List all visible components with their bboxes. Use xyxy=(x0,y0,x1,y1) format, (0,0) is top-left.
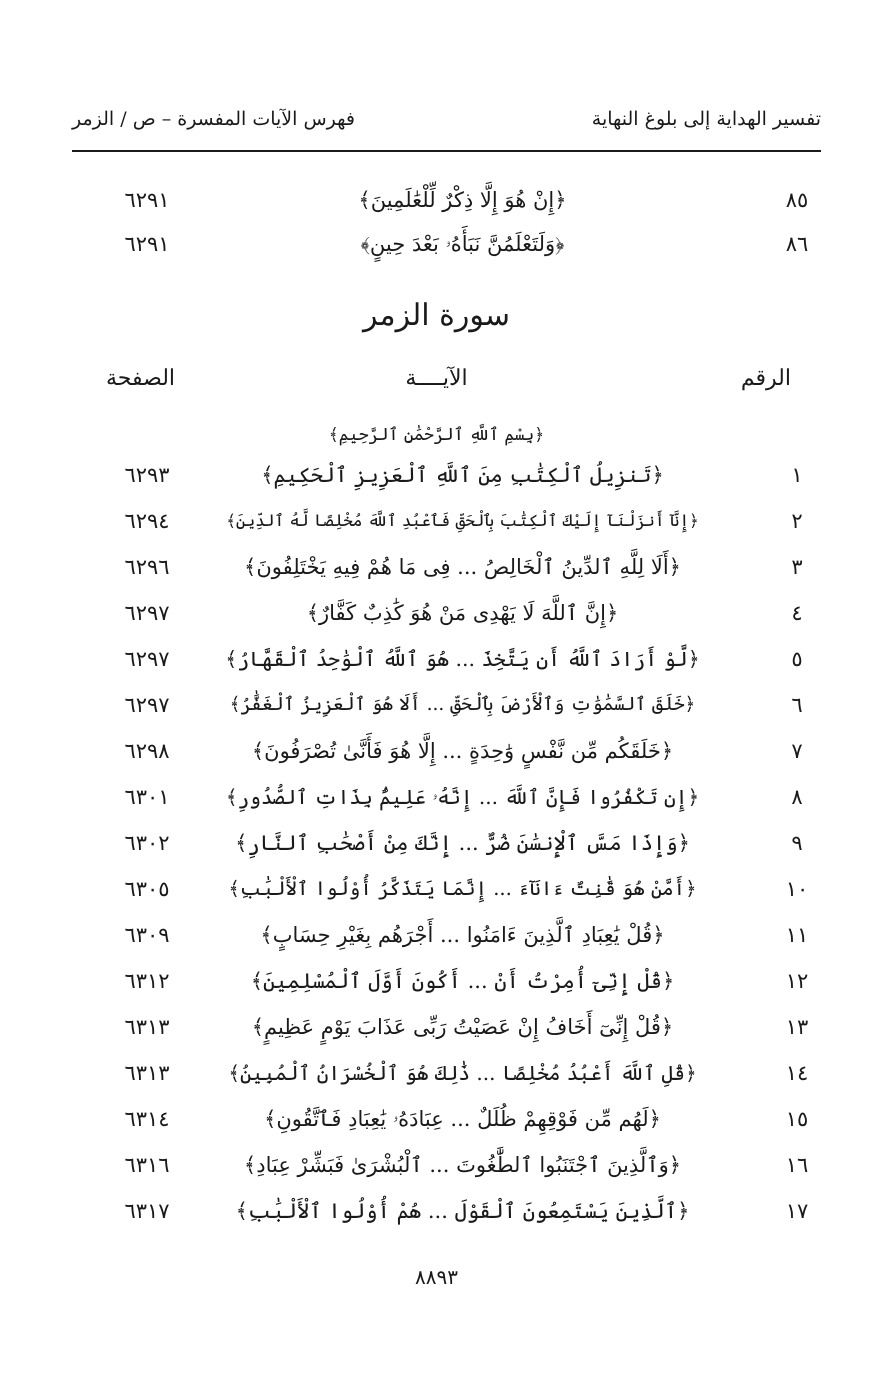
table-row xyxy=(0,455,873,495)
verse-text: ﴿إِنَّ ٱللَّهَ لَا يَهْدِى مَنْ هُوَ كَٰذِبٌ كَفَّارٌ﴾ xyxy=(306,601,619,625)
verse-number: ٧ xyxy=(791,739,803,763)
table-row xyxy=(0,180,873,220)
table-row xyxy=(0,1099,873,1139)
verse-number: ١٠ xyxy=(785,877,809,901)
verse-number: ٦ xyxy=(791,693,803,717)
verse-text: ﴿وَلَتَعْلَمُنَّ نَبَأَهُۥ بَعْدَ حِينٍ﴾ xyxy=(360,232,565,256)
verse-text: ﴿ٱلَّذِينَ يَسْتَمِعُونَ ٱلْقَوْلَ ... هُمْ أُوْلُوا ٱلْأَلْبَٰبِ﴾ xyxy=(235,1199,690,1223)
verse-number: ٩ xyxy=(791,831,803,855)
verse-text: ﴿قُلْ إِنِّىٓ أَخَافُ إِنْ عَصَيْتُ رَبِّى عَذَابَ يَوْمٍ عَظِيمٍ﴾ xyxy=(251,1015,674,1039)
verse-text: ﴿تَنزِيلُ ٱلْكِتَٰبِ مِنَ ٱللَّهِ ٱلْعَزِيزِ ٱلْحَكِيمِ﴾ xyxy=(261,463,664,487)
verse-text: ﴿إِنَّآ أَنزَلْنَآ إِلَيْكَ ٱلْكِتَٰبَ بِٱلْحَقِّ فَٱعْبُدِ ٱللَّهَ مُخْلِصًا لَّهُ ٱلدِّينَ﴾ xyxy=(226,511,699,530)
page-reference: ٦٢٩٣ xyxy=(124,463,170,487)
verse-number: ٨٦ xyxy=(785,232,809,256)
page-reference: ٦٢٩١ xyxy=(124,232,170,256)
table-row xyxy=(0,639,873,679)
column-header-verse: الآيــــة xyxy=(405,366,468,391)
verse-text: ﴿خَلَقَكُم مِّن نَّفْسٍ وَٰحِدَةٍ ... إِلَّا هُوَ فَأَنَّىٰ تُصْرَفُونَ﴾ xyxy=(251,739,674,763)
page-reference: ٦٣١٣ xyxy=(124,1015,170,1039)
page-reference: ٦٢٩٧ xyxy=(124,693,170,717)
verse-text: ﴿لَهُم مِّن فَوْقِهِمْ ظُلَلٌ ... عِبَادَهُۥ يَٰعِبَادِ فَٱتَّقُونِ﴾ xyxy=(264,1107,661,1131)
page-reference: ٦٢٩٧ xyxy=(124,647,170,671)
table-row xyxy=(0,1191,873,1231)
verse-text: ﴿إِن تَكْفُرُوا فَإِنَّ ٱللَّهَ ... إِنَّهُۥ عَلِيمٌۢ بِذَاتِ ٱلصُّدُورِ﴾ xyxy=(225,785,700,809)
verse-text: ﴿إِنْ هُوَ إِلَّا ذِكْرٌ لِّلْعَٰلَمِينَ﴾ xyxy=(358,188,567,212)
table-row xyxy=(0,685,873,725)
verse-number: ١٤ xyxy=(785,1061,809,1085)
table-row xyxy=(0,1145,873,1185)
table-row xyxy=(0,1053,873,1093)
table-row xyxy=(0,961,873,1001)
verse-number: ١٣ xyxy=(785,1015,809,1039)
page-reference: ٦٣٠٥ xyxy=(124,877,170,901)
column-header-page: الصفحة xyxy=(106,366,176,391)
table-row xyxy=(0,915,873,955)
surah-title: سورة الزمر xyxy=(362,298,511,333)
page-reference: ٦٢٩١ xyxy=(124,188,170,212)
verse-text: ﴿لَّوْ أَرَادَ ٱللَّهُ أَن يَتَّخِذَ ... هُوَ ٱللَّهُ ٱلْوَٰحِدُ ٱلْقَهَّارُ﴾ xyxy=(225,647,700,671)
verse-number: ٥ xyxy=(791,647,803,671)
running-header-section-title: فهرس الآيات المفسرة – ص / الزمر xyxy=(72,108,355,130)
page-reference: ٦٣١٣ xyxy=(124,1061,170,1085)
verse-number: ١٦ xyxy=(785,1153,809,1177)
page-reference: ٦٣١٦ xyxy=(124,1153,170,1177)
verse-text: ﴿أَمَّنْ هُوَ قَٰنِتٌ ءَانَآءَ ... إِنَّمَا يَتَذَكَّرُ أُوْلُوا ٱلْأَلْبَٰبِ﴾ xyxy=(228,877,697,900)
basmala: ﴿بِسْمِ ٱللَّهِ ٱلرَّحْمَٰنِ ٱلرَّحِيمِ﴾ xyxy=(328,425,545,445)
verse-number: ٣ xyxy=(791,555,803,579)
footer-page-number: ٨٨٩٣ xyxy=(415,1265,458,1289)
page-reference: ٦٣١٤ xyxy=(124,1107,170,1131)
page-reference: ٦٣١٢ xyxy=(124,969,170,993)
page-reference: ٦٣٠٩ xyxy=(124,923,170,947)
page-reference: ٦٣٠٢ xyxy=(124,831,170,855)
header-rule xyxy=(72,150,821,152)
table-row xyxy=(0,501,873,541)
verse-number: ٢ xyxy=(791,509,803,533)
page-reference: ٦٣١٧ xyxy=(124,1199,170,1223)
table-row xyxy=(0,547,873,587)
table-row xyxy=(0,823,873,863)
verse-text: ﴿قُلْ يَٰعِبَادِ ٱلَّذِينَ ءَامَنُوا ... أَجْرَهُم بِغَيْرِ حِسَابٍ﴾ xyxy=(260,923,665,947)
verse-text: ﴿قُلْ إِنِّىٓ أُمِرْتُ أَنْ ... أَكُونَ أَوَّلَ ٱلْمُسْلِمِينَ﴾ xyxy=(250,969,675,993)
verse-text: ﴿خَلَقَ ٱلسَّمَٰوَٰتِ وَٱلْأَرْضَ بِٱلْحَقِّ ... أَلَا هُوَ ٱلْعَزِيزُ ٱلْغَفَّٰرُ﴾ xyxy=(229,694,696,715)
running-header-book-title: تفسير الهداية إلى بلوغ النهاية xyxy=(591,108,821,130)
table-row xyxy=(0,869,873,909)
verse-number: ١ xyxy=(791,463,803,487)
verse-text: ﴿قُلِ ٱللَّهَ أَعْبُدُ مُخْلِصًا ... ذَٰلِكَ هُوَ ٱلْخُسْرَانُ ٱلْمُبِينُ﴾ xyxy=(228,1061,697,1085)
page-reference: ٦٢٩٨ xyxy=(124,739,170,763)
verse-number: ٨ xyxy=(791,785,803,809)
verse-number: ٤ xyxy=(791,601,803,625)
verse-number: ١١ xyxy=(785,923,809,947)
column-header-number: الرقم xyxy=(740,366,791,391)
table-row xyxy=(0,777,873,817)
verse-text: ﴿وَٱلَّذِينَ ٱجْتَنَبُوا ٱلطَّٰغُوتَ ... ٱلْبُشْرَىٰ فَبَشِّرْ عِبَادِ﴾ xyxy=(243,1153,682,1177)
table-row xyxy=(0,593,873,633)
verse-number: ١٥ xyxy=(785,1107,809,1131)
verse-number: ٨٥ xyxy=(785,188,809,212)
page-reference: ٦٢٩٦ xyxy=(124,555,170,579)
page-reference: ٦٢٩٤ xyxy=(124,509,170,533)
verse-text: ﴿وَإِذَا مَسَّ ٱلْإِنسَٰنَ ضُرٌّ ... إِنَّكَ مِنْ أَصْحَٰبِ ٱلنَّارِ﴾ xyxy=(235,831,690,855)
verse-number: ١٢ xyxy=(785,969,809,993)
page-reference: ٦٢٩٧ xyxy=(124,601,170,625)
table-row xyxy=(0,224,873,264)
verse-number: ١٧ xyxy=(785,1199,809,1223)
page-reference: ٦٣٠١ xyxy=(124,785,170,809)
table-row xyxy=(0,731,873,771)
table-row xyxy=(0,1007,873,1047)
verse-text: ﴿أَلَا لِلَّهِ ٱلدِّينُ ٱلْخَالِصُ ... فِى مَا هُمْ فِيهِ يَخْتَلِفُونَ﴾ xyxy=(244,555,681,579)
